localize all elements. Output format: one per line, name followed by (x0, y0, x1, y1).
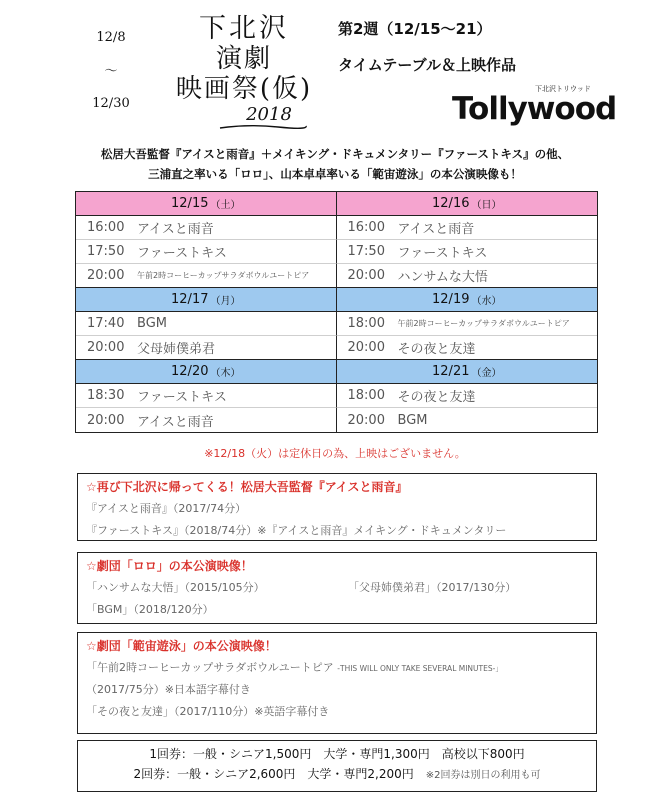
list-item: 「午前2時コーヒーカップサラダボウルユートピア -THIS WILL ONLY TAKE SEVERAL MINUTES-」 (86, 661, 503, 674)
showtime: 20:00 アイスと雨音 (76, 408, 337, 432)
showtime: 18:30 ファーストキス (76, 384, 337, 408)
day-header-1219: 12/19 （水） (337, 288, 598, 312)
section-title: ☆劇団「範宙遊泳」の本公演映像！ (86, 639, 277, 653)
timetable-header-row (76, 192, 597, 216)
hanchu-section (77, 632, 597, 734)
subtitle: タイムテーブル＆上映作品 (338, 56, 517, 74)
list-item: 『アイスと雨音』（2017/74分） (86, 502, 247, 515)
day-header-1215: 12/15 （土） (76, 192, 337, 216)
timetable (75, 191, 598, 433)
day-header-1216: 12/16 （日） (337, 192, 598, 216)
table-row (76, 240, 597, 264)
showtime: 20:00 その夜と友達 (337, 336, 598, 360)
section-title: ☆再び下北沢に帰ってくる！松居大吾監督『アイスと雨音』 (86, 480, 408, 494)
table-row (76, 384, 597, 408)
ticket-prices (77, 740, 597, 792)
matsui-section (77, 473, 597, 541)
showtime: 17:50 ファーストキス (76, 240, 337, 264)
logo-line-3: 映画祭(仮) (175, 74, 313, 104)
showtime: 18:00 その夜と友達 (337, 384, 598, 408)
table-row (76, 216, 597, 240)
table-row (76, 408, 597, 432)
closed-day-notice: ※12/18（火）は定休日の為、上映はございません。 (204, 447, 466, 460)
logo-year: 2018 (246, 104, 292, 125)
logo-line-1: 下北沢 (199, 13, 289, 44)
brand-caption: 下北沢トリウッド (535, 85, 591, 93)
showtime: 20:00 父母姉僕弟君 (76, 336, 337, 360)
showtime: 20:00 BGM (347, 412, 428, 428)
festival-end-date: 12/30 (92, 96, 130, 111)
day-header-1217: 12/17 （月） (76, 288, 337, 312)
tollywood-logo: Tollywood (452, 91, 617, 127)
timetable-header-row (76, 288, 597, 312)
intro-line-1: 松居大吾監督『アイスと雨音』＋メイキング・ドキュメンタリー『ファーストキス』の他、 (100, 147, 570, 161)
showtime: 18:00 午前2時コーヒーカップサラダボウルユートピア (337, 312, 598, 336)
price-line-2: 2回券：一般・シニア2,600円 大学・専門2,200円 ※2回券は別日の利用も可 (133, 767, 541, 781)
showtime: 16:00 アイスと雨音 (337, 216, 598, 240)
table-row (76, 264, 597, 288)
list-item: 「ハンサムな大悟」（2015/105分） 「父母姉僕弟君」（2017/130分） (86, 581, 517, 594)
roro-section (77, 552, 597, 624)
day-header-1221: 12/21 （金） (337, 360, 598, 384)
section-title: ☆劇団「ロロ」の本公演映像！ (86, 559, 253, 573)
logo-line-2: 演劇 (215, 44, 272, 74)
table-row (76, 312, 597, 336)
timetable-header-row (76, 360, 597, 384)
festival-logo (168, 14, 320, 126)
table-row (76, 336, 597, 360)
price-line-1: 1回券：一般・シニア1,500円 大学・専門1,300円 高校以下800円 (149, 747, 525, 761)
list-item: 「その夜と友達」（2017/110分）※英語字幕付き (86, 705, 330, 718)
day-header-1220: 12/20 （木） (76, 360, 337, 384)
list-item: 『ファーストキス』（2018/74分）※『アイスと雨音』メイキング・ドキュメンタリー (86, 524, 507, 537)
showtime: 20:00 ハンサムな大悟 (337, 264, 598, 288)
intro-line-2: 三浦直之率いる「ロロ」、山本卓卓率いる「範宙遊泳」の本公演映像も！ (148, 167, 522, 181)
date-separator: 〜 (104, 64, 118, 79)
logo-underline-icon (218, 123, 308, 131)
showtime: 20:00 午前2時コーヒーカップサラダボウルユートピア (76, 264, 337, 288)
showtime: 17:50 ファーストキス (337, 240, 598, 264)
week-heading: 第2週（12/15〜21） (338, 20, 492, 38)
list-item: 「BGM」（2018/120分） (86, 603, 214, 616)
festival-start-date: 12/8 (96, 30, 126, 45)
list-item: （2017/75分）※日本語字幕付き (86, 683, 251, 696)
showtime: 16:00 アイスと雨音 (76, 216, 337, 240)
showtime: 17:40 BGM (76, 312, 337, 336)
